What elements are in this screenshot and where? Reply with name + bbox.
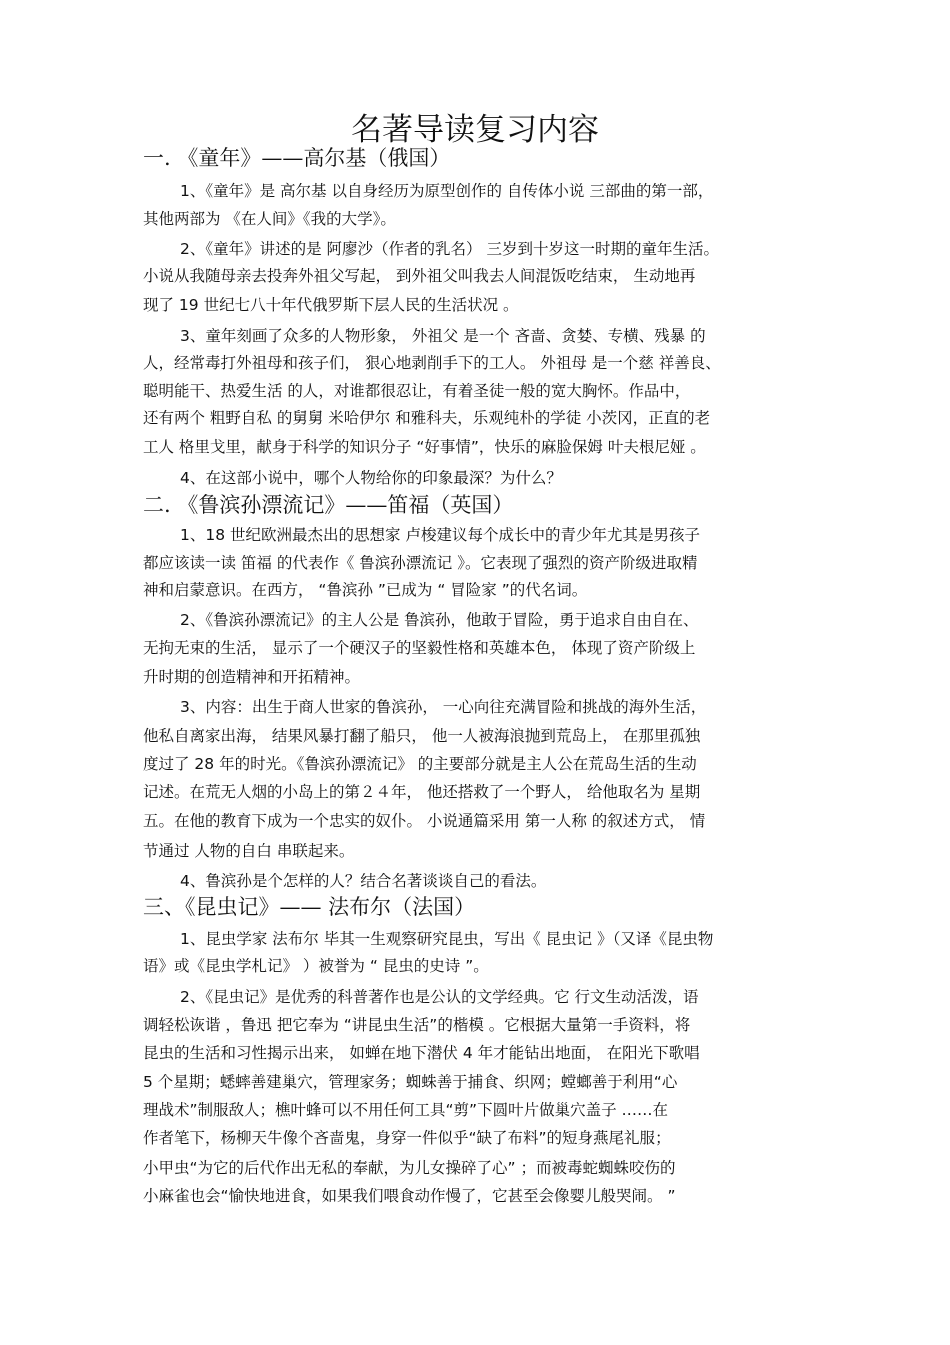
text-line: 小麻雀也会“愉快地进食，如果我们喂食动作慢了，它甚至会像婴儿般哭闹。 ” (143, 1187, 676, 1205)
text-line: 作者笔下，杨柳天牛像个吝啬鬼，身穿一件似乎“缺了布料”的短身燕尾礼服； (143, 1129, 671, 1147)
text-line: 神和启蒙意识。在西方， “鲁滨孙 ”已成为 “ 冒险家 ”的代名词。 (143, 581, 588, 599)
text-line: 3、童年刻画了众多的人物形象， 外祖父 是一个 吝啬、贪婪、专横、残暴 的 (180, 327, 706, 345)
text-line: 语》或《昆虫学札记》 ）被誉为 “ 昆虫的史诗 ”。 (143, 957, 489, 975)
text-line: 现了 19 世纪七八十年代俄罗斯下层人民的生活状况 。 (143, 296, 519, 314)
text-line: 还有两个 粗野自私 的舅舅 米哈伊尔 和雅科夫，乐观纯朴的学徒 小茨冈，正直的老 (143, 409, 711, 427)
text-line: 他私自离家出海， 结果风暴打翻了船只， 他一人被海浪抛到荒岛上， 在那里孤独 (143, 727, 701, 745)
text-line: 人，经常毒打外祖母和孩子们， 狠心地剥削手下的工人。 外祖母 是一个慈 祥善良、 (143, 354, 721, 372)
text-line: 记述。在荒无人烟的小岛上的第２４年， 他还搭救了一个野人， 给他取名为 星期 (143, 783, 701, 801)
text-line: 节通过 人物的自白 串联起来。 (143, 842, 355, 860)
text-line: 2、《昆虫记》是优秀的科普著作也是公认的文学经典。它 行文生动活泼，语 (180, 988, 699, 1006)
text-line: 1、18 世纪欧洲最杰出的思想家 卢梭建议每个成长中的青少年尤其是男孩子 (180, 526, 700, 544)
text-line: 4、鲁滨孙是个怎样的人？结合名著谈谈自己的看法。 (180, 872, 547, 890)
text-line: 昆虫的生活和习性揭示出来， 如蝉在地下潜伏 4 年才能钻出地面， 在阳光下歌唱 (143, 1044, 700, 1062)
text-line: 调轻松诙谐 ，鲁迅 把它奉为 “讲昆虫生活”的楷模 。它根据大量第一手资料，将 (143, 1016, 691, 1034)
text-line: 小甲虫“为它的后代作出无私的奉献，为儿女操碎了心” ；而被毒蛇蜘蛛咬伤的 (143, 1159, 676, 1177)
text-line: 五。在他的教育下成为一个忠实的奴仆。 小说通篇采用 第一人称 的叙述方式， 情 (143, 812, 706, 830)
text-line: 升时期的创造精神和开拓精神。 (143, 668, 361, 686)
text-line: 都应该读一读 笛福 的代表作《 鲁滨孙漂流记 》。它表现了强烈的资产阶级进取精 (143, 554, 698, 572)
text-line: 5 个星期；蟋蟀善建巢穴，管理家务；蜘蛛善于捕食、织网；螳螂善于利用“心 (143, 1073, 678, 1091)
text-line: 度过了 28 年的时光。《鲁滨孙漂流记》 的主要部分就是主人公在荒岛生活的生动 (143, 755, 697, 773)
text-line: 工人 格里戈里，献身于科学的知识分子 “好事情”，快乐的麻脸保姆 叶夫根尼娅 。 (143, 438, 706, 456)
text-line: 2、《鲁滨孙漂流记》的主人公是 鲁滨孙，他敢于冒险，勇于追求自由自在、 (180, 611, 699, 629)
text-line: 无拘无束的生活， 显示了一个硬汉子的坚毅性格和英雄本色， 体现了资产阶级上 (143, 639, 696, 657)
page-title: 名著导读复习内容 (351, 112, 599, 148)
text-line: 1、昆虫学家 法布尔 毕其一生观察研究昆虫，写出《 昆虫记 》（又译《昆虫物 (180, 930, 714, 948)
section-heading: 一. 《童年》——高尔基（俄国） (143, 146, 451, 170)
text-line: 3、内容：出生于商人世家的鲁滨孙， 一心向往充满冒险和挑战的海外生活， (180, 698, 707, 716)
section-heading: 二. 《鲁滨孙漂流记》——笛福（英国） (143, 493, 514, 517)
text-line: 聪明能干、热爱生活 的人，对谁都很忍让，有着圣徒一般的宽大胸怀。作品中， (143, 382, 691, 400)
text-line: 2、《童年》讲述的是 阿廖沙（作者的乳名） 三岁到十岁这一时期的童年生活。 (180, 240, 719, 258)
text-line: 4、在这部小说中，哪个人物给你的印象最深？为什么？ (180, 469, 562, 487)
text-line: 小说从我随母亲去投奔外祖父写起， 到外祖父叫我去人间混饭吃结束， 生动地再 (143, 267, 696, 285)
text-line: 其他两部为 《在人间》《我的大学》。 (143, 210, 396, 228)
section-heading: 三、《昆虫记》—— 法布尔（法国） (143, 895, 476, 919)
text-line: 理战术”制服敌人；樵叶蜂可以不用任何工具“剪”下圆叶片做巢穴盖子 ……在 (143, 1101, 669, 1119)
text-line: 1、《童年》是 高尔基 以自身经历为原型创作的 自传体小说 三部曲的第一部， (180, 182, 714, 200)
